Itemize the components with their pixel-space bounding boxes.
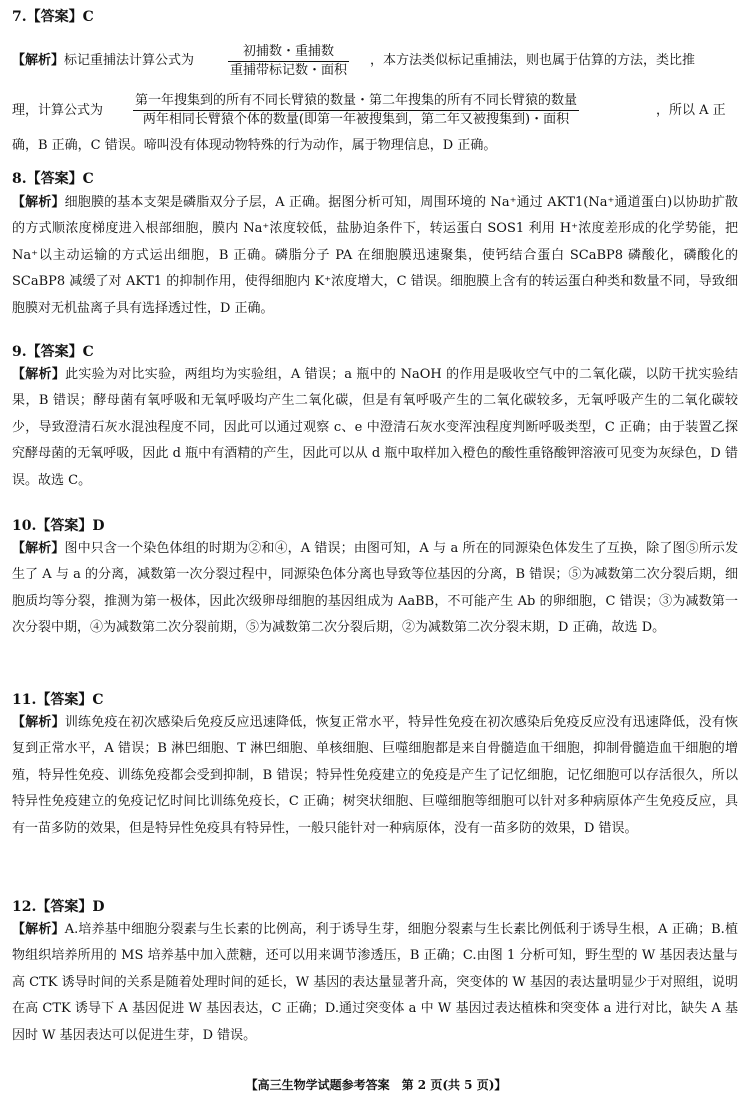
q9-analysis-tag: 【解析】 [12,367,66,382]
q7-formula-2 [133,93,579,128]
q7-formula-2-denominator: 两年相同长臂猿个体的数量(即第一年被搜集到，第二年又被搜集到)・面积 [142,112,570,127]
q7-formula-1 [228,44,349,79]
page-footer: 【高三生物学试题参考答案 第 2 页(共 5 页)】 [245,1078,507,1092]
q7-formula-1-denominator: 重捕带标记数・面积 [230,63,348,78]
q9-analysis [12,362,738,494]
q10-analysis-text: 图中只含一个染色体组的时期为②和④，A 错误；由图可知，A 与 a 所在的同源染色体发生了互换，除了图⑤所示发生了 A 与 a 的分离，减数第一次分裂过程中，同源染色体分离也导致等位基因的分离，B 错误；⑤为减数第二次分裂后期，细胞质均等分裂，推测为第一极体，因此次级卵母细胞的基因组成为 AaBB，不可能产生 Ab 的卵细胞，C 错误；③为减数第一次分裂中期，④为减数第二次分裂前期，⑤为减数第二次分裂后期，②为减数第二次分裂末期，D 正确，故选 D。 [12,541,738,636]
q8-analysis-tag: 【解析】 [12,195,65,210]
q7-line-2-post: ，所以 A 正 [656,103,726,118]
q10-analysis [12,536,738,642]
q11-answer-heading: 11.【答案】C [12,692,104,708]
q7-formula-1-numerator: 初捕数・重捕数 [228,44,349,62]
q9-analysis-text: 此实验为对比实验，两组均为实验组，A 错误；a 瓶中的 NaOH 的作用是吸收空气中的二氧化碳，以防干扰实验结果，B 错误；酵母菌有氧呼吸和无氧呼吸均产生二氧化碳，但是有氧呼吸产生的二氧化碳较多，无氧呼吸产生的二氧化碳较少，导致澄清石灰水混浊程度不同，因此可以通过观察 c、e 中澄清石灰水变浑浊程度判断呼吸类型，C 正确；由于装置乙探究酵母菌的无氧呼吸，因此 d 瓶中有酒精的产生，因此可以从 d 瓶中取样加入橙色的酸性重铬酸钾溶液可见变为灰绿色，D 错误。故选 C。 [12,367,738,488]
q7-formula-2-numerator: 第一年搜集到的所有不同长臂猿的数量・第二年搜集的所有不同长臂猿的数量 [133,93,579,111]
q7-line-1-post: ，本方法类似标记重捕法，则也属于估算的方法，类比推 [370,53,696,68]
q12-analysis-text: A.培养基中细胞分裂素与生长素的比例高，利于诱导生芽，细胞分裂素与生长素比例低利于诱导生根，A 正确；B.植物组织培养所用的 MS 培养基中加入蔗糖，还可以用来调节渗透压，B 正确；C.由图 1 分析可知，野生型的 W 基因表达量与高 CTK 诱导时间的关系是随着处理时间的延长，W 基因的表达量显著升高，突变体的 W 基因的表达量明显少于对照组，说明在高 CTK 诱导下 A 基因促进 W 基因表达，C 正确；D.通过突变体 a 中 W 基因过表达植株和突变体 a 进行对比，缺失 A 基因时 W 基因表达可以促进生芽，D 错误。 [12,922,738,1043]
q8-answer-heading: 8.【答案】C [12,171,94,187]
q7-answer-heading: 7.【答案】C [12,9,94,25]
q12-answer-heading: 12.【答案】D [12,899,105,915]
q11-analysis-text: 训练免疫在初次感染后免疫反应迅速降低，恢复正常水平，特异性免疫在初次感染后免疫反应没有迅速降低，没有恢复到正常水平，A 错误；B 淋巴细胞、T 淋巴细胞、单核细胞、巨噬细胞都是来自骨髓造血干细胞，抑制骨髓造血干细胞的增殖，特异性免疫、训练免疫都会受到抑制，B 错误；特异性免疫建立的免疫是产生了记忆细胞，记忆细胞可以存活很久，所以特异性免疫建立的免疫记忆时间比训练免疫长，C 正确；树突状细胞、巨噬细胞等细胞可以针对多种病原体产生免疫反应，具有一苗多防的效果，但是特异性免疫具有特异性，一般只能针对一种病原体，没有一苗多防的效果，D 错误。 [12,715,738,836]
q7-line-1-pre: 标记重捕法计算公式为 [64,53,195,68]
q8-analysis-text: 细胞膜的基本支架是磷脂双分子层，A 正确。据图分析可知，周围环境的 Na⁺通过 AKT1(Na⁺通道蛋白)以协助扩散的方式顺浓度梯度进入根部细胞，膜内 Na⁺浓度较低，盐胁迫条件下，转运蛋白 SOS1 利用 H⁺浓度差形成的化学势能，把 Na⁺以主动运输的方式运出细胞，B 正确。磷脂分子 PA 在细胞膜迅速聚集，使钙结合蛋白 SCaBP8 磷酸化，磷酸化的 SCaBP8 减缓了对 AKT1 的抑制作用，使得细胞内 K⁺浓度增大，C 错误。细胞膜上含有的转运蛋白种类和数量不同，导致细胞膜对无机盐离子具有选择透过性，D 正确。 [12,195,738,316]
q9-answer-heading: 9.【答案】C [12,344,94,360]
q8-analysis [12,190,738,322]
q7-line-2-pre: 理，计算公式为 [12,103,104,118]
q12-analysis [12,917,738,1049]
q10-analysis-tag: 【解析】 [12,541,65,556]
q11-analysis [12,710,738,842]
q10-answer-heading: 10.【答案】D [12,518,105,534]
q12-analysis-tag: 【解析】 [12,922,65,937]
q7-line-3: 确，B 正确，C 错误。啼叫没有体现动物特殊的行为动作，属于物理信息，D 正确。 [12,138,497,153]
q11-analysis-tag: 【解析】 [12,715,65,730]
q7-analysis-tag: 【解析】 [12,53,65,68]
